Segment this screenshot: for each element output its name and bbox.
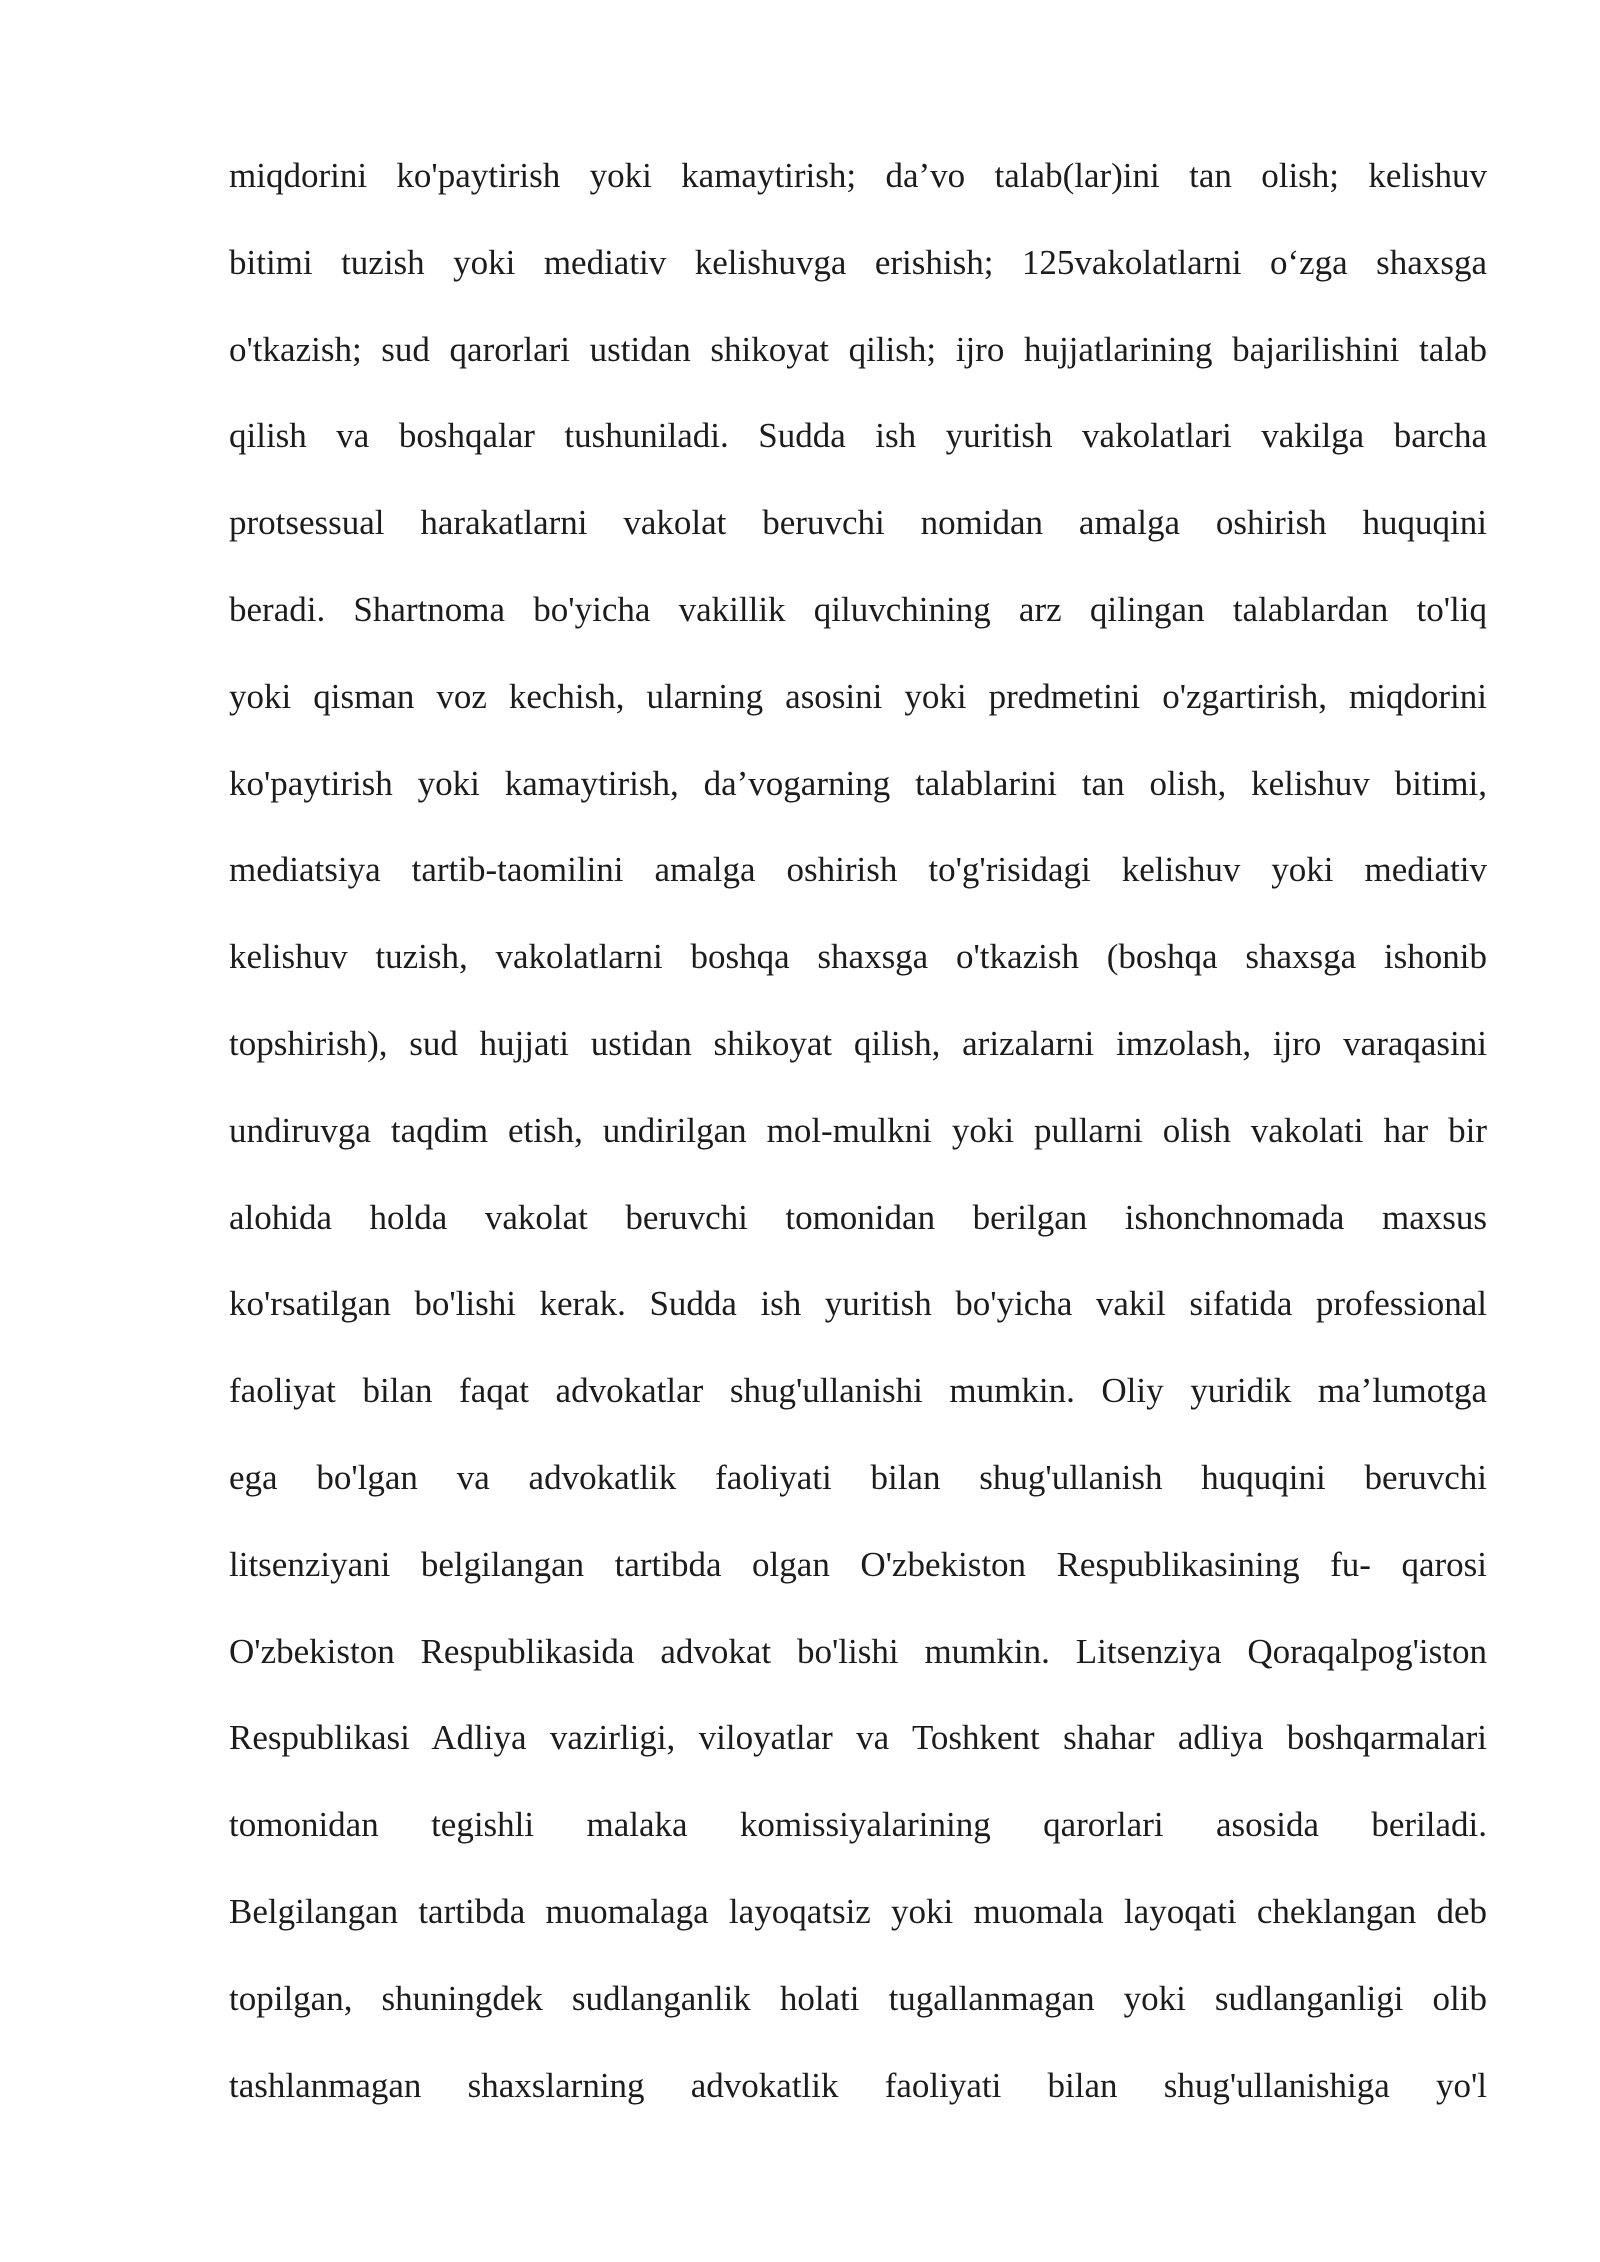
text-line: beradi. Shartnoma bo'yicha vakillik qiluvchining arz qilingan talablardan to'liq (229, 589, 1487, 629)
text-line: miqdorini ko'paytirish yoki kamaytirish; da’vo talab(lar)ini tan olish; kelishuv (229, 156, 1487, 195)
text-line: yoki qisman voz kechish, ularning asosini yoki predmetini o'zgartirish, miqdorini (229, 676, 1487, 716)
text-line: topilgan, shuningdek sudlanganlik holati tugallanmagan yoki sudlanganligi olib (229, 1978, 1487, 2018)
text-line: protsessual harakatlarni vakolat beruvchi nomidan amalga oshirish huquqini (229, 503, 1487, 543)
text-line: qilish va boshqalar tushuniladi. Sudda ish yuritish vakolatlari vakilga barcha (229, 416, 1487, 456)
text-line: faoliyat bilan faqat advokatlar shug'ullanishi mumkin. Oliy yuridik ma’lumotga (229, 1371, 1487, 1411)
text-line: mediatsiya tartib-taomilini amalga oshirish to'g'risidagi kelishuv yoki mediativ (229, 850, 1487, 890)
body-text (229, 146, 1487, 2142)
text-line: litsenziyani belgilangan tartibda olgan O'zbekiston Respublikasining fu- qarosi (229, 1544, 1487, 1584)
text-line: O'zbekiston Respublikasida advokat bo'lishi mumkin. Litsenziya Qoraqalpog'iston (229, 1631, 1487, 1671)
text-line: alohida holda vakolat beruvchi tomonidan berilgan ishonchnomada maxsus (229, 1197, 1487, 1237)
text-line: ko'paytirish yoki kamaytirish, da’vogarning talablarini tan olish, kelishuv bitimi, (229, 763, 1487, 803)
text-line: kelishuv tuzish, vakolatlarni boshqa shaxsga o'tkazish (boshqa shaxsga ishonib (229, 937, 1487, 977)
text-line: tashlanmagan shaxslarning advokatlik faoliyati bilan shug'ullanishiga yo'l (229, 2065, 1487, 2105)
text-line: o'tkazish; sud qarorlari ustidan shikoyat qilish; ijro hujjatlarining bajarilishini talab (229, 329, 1487, 369)
text-line: tomonidan tegishli malaka komissiyalarining qarorlari asosida beriladi. (229, 1805, 1487, 1845)
text-line: bitimi tuzish yoki mediativ kelishuvga erishish; 125vakolatlarni o‘zga shaxsga (229, 242, 1487, 282)
text-line: Belgilangan tartibda muomalaga layoqatsiz yoki muomala layoqati cheklangan deb (229, 1891, 1487, 1931)
text-line: Respublikasi Adliya vazirligi, viloyatlar va Toshkent shahar adliya boshqarmalari (229, 1718, 1487, 1758)
text-line: undiruvga taqdim etish, undirilgan mol-mulkni yoki pullarni olish vakolati har bir (229, 1110, 1487, 1150)
text-line: ko'rsatilgan bo'lishi kerak. Sudda ish yuritish bo'yicha vakil sifatida professional (229, 1284, 1487, 1324)
text-line: topshirish), sud hujjati ustidan shikoyat qilish, arizalarni imzolash, ijro varaqasini (229, 1023, 1487, 1063)
text-line: ega bo'lgan va advokatlik faoliyati bilan shug'ullanish huquqini beruvchi (229, 1457, 1487, 1497)
